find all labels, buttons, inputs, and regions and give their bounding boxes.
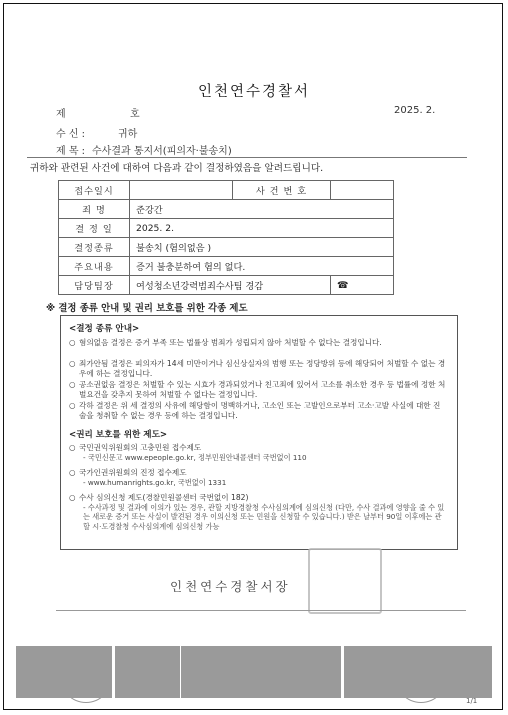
- officer-label: 담당팀장: [59, 276, 130, 295]
- list-item: ○ 죄가안됨 결정은 피의자가 14세 미만이거나 심신상실자의 범행 또는 정당방위 등에 해당되어 처벌할 수 없는 경우에 하는 결정입니다.: [69, 359, 446, 378]
- bullet-icon: ○: [69, 468, 76, 477]
- official-stamp: [308, 548, 382, 614]
- summary-label: 주요내용: [59, 257, 130, 276]
- doc-number-suffix: 호: [130, 109, 140, 120]
- list-item: ○ 공소권없음 결정은 처벌할 수 있는 시효가 경과되었거나 친고죄에 있어서 고소를 취소한 경우 등 법률에 정한 처벌요건을 갖추지 못하여 처벌할 수 없다는 결정입니다.: [69, 380, 446, 399]
- list-item: ○ 각하 결정은 위 세 결정의 사유에 해당함이 명백하거나, 고소인 또는 고발인으로부터 고소·고발 사실에 대한 진술을 청취할 수 없는 경우 등에 하는 결정입니다.: [69, 401, 441, 420]
- decision-types-heading: <결정 종류 안내>: [69, 324, 140, 334]
- guide-box: [60, 315, 458, 550]
- bullet-icon: ○: [69, 401, 76, 410]
- rights-heading: <권리 보호를 위한 제도>: [69, 430, 168, 440]
- officer-value: 여성청소년강력범죄수사팀 경감: [130, 276, 331, 295]
- notice-text: 귀하와 관련된 사건에 대하여 다음과 같이 결정하였음을 알려드립니다.: [30, 163, 324, 174]
- decision-type-value: 불송치 (혐의없음 ): [130, 238, 394, 257]
- case-number-label: 사 건 번 호: [233, 181, 331, 200]
- received-label: 접수일시: [59, 181, 130, 200]
- phone-icon: ☎: [331, 276, 394, 295]
- header-divider: [27, 157, 467, 158]
- table-row: [59, 200, 394, 219]
- received-value: [130, 181, 233, 200]
- barcode-block: [16, 646, 112, 698]
- case-number-value: [331, 181, 394, 200]
- bullet-icon: ○: [69, 359, 76, 368]
- list-item: ○ 국가인권위원회의 진정 접수제도 - www.humanrights.go.kr, 국번없이 1331: [69, 468, 227, 487]
- decision-type-label: 결정종류: [59, 238, 130, 257]
- footer-divider: [56, 610, 466, 611]
- table-row: [59, 276, 394, 295]
- table-row: [59, 219, 394, 238]
- signature: 인천연수경찰서장: [170, 579, 291, 594]
- barcode-block: [115, 646, 180, 698]
- page-number: 1/1: [466, 697, 478, 705]
- bullet-icon: ○: [69, 338, 76, 347]
- recipient-label: 수 신 :: [56, 129, 86, 140]
- document-title: 인천연수경찰서: [197, 84, 311, 100]
- decision-date-label: 결 정 일: [59, 219, 130, 238]
- list-item: ○ 국민권익위원회의 고충민원 접수제도 - 국민신문고 www.epeople.go.kr, 정부민원안내콜센터 국번없이 110: [69, 443, 307, 462]
- list-item: ○ 수사 심의신청 제도(경찰민원콜센터 국번없이 182) - 수사과정 및 결과에 이의가 있는 경우, 관할 지방경찰청 수사심의계에 심의신청 (다만, 수사 결과에 영향을 줄 수 있는 새로운 증거 또는 사실이 발견된 경우 이의신청 또는 민원을 신청할 수 있습니다.) 받은 날부터 90일 이후에는 관할 시·도경찰청 수사심의계에 심의신청 가능: [69, 493, 445, 531]
- table-row: [59, 181, 394, 200]
- bullet-icon: ○: [69, 443, 76, 452]
- barcode-block: [344, 646, 492, 698]
- recipient-value: 귀하: [118, 129, 138, 140]
- summary-value: 증거 불충분하여 혐의 없다.: [130, 257, 394, 276]
- charge-value: 준강간: [130, 200, 394, 219]
- subject-value: 수사결과 통지서(피의자·불송치): [92, 146, 232, 157]
- guide-heading: ※ 결정 종류 안내 및 권리 보호를 위한 각종 제도: [46, 303, 248, 314]
- case-info-table: [58, 180, 394, 295]
- table-row: [59, 257, 394, 276]
- bullet-icon: ○: [69, 380, 76, 389]
- doc-date: 2025. 2.: [394, 105, 436, 116]
- bullet-icon: ○: [69, 493, 76, 502]
- subject-label: 제 목 :: [56, 146, 86, 157]
- doc-number-label: 제: [56, 109, 66, 120]
- list-item: ○ 혐의없음 결정은 증거 부족 또는 법률상 범죄가 성립되지 않아 처벌할 수 없다는 결정입니다.: [69, 338, 382, 347]
- barcode-block: [181, 646, 341, 698]
- decision-date-value: 2025. 2.: [130, 219, 394, 238]
- table-row: [59, 238, 394, 257]
- charge-label: 죄 명: [59, 200, 130, 219]
